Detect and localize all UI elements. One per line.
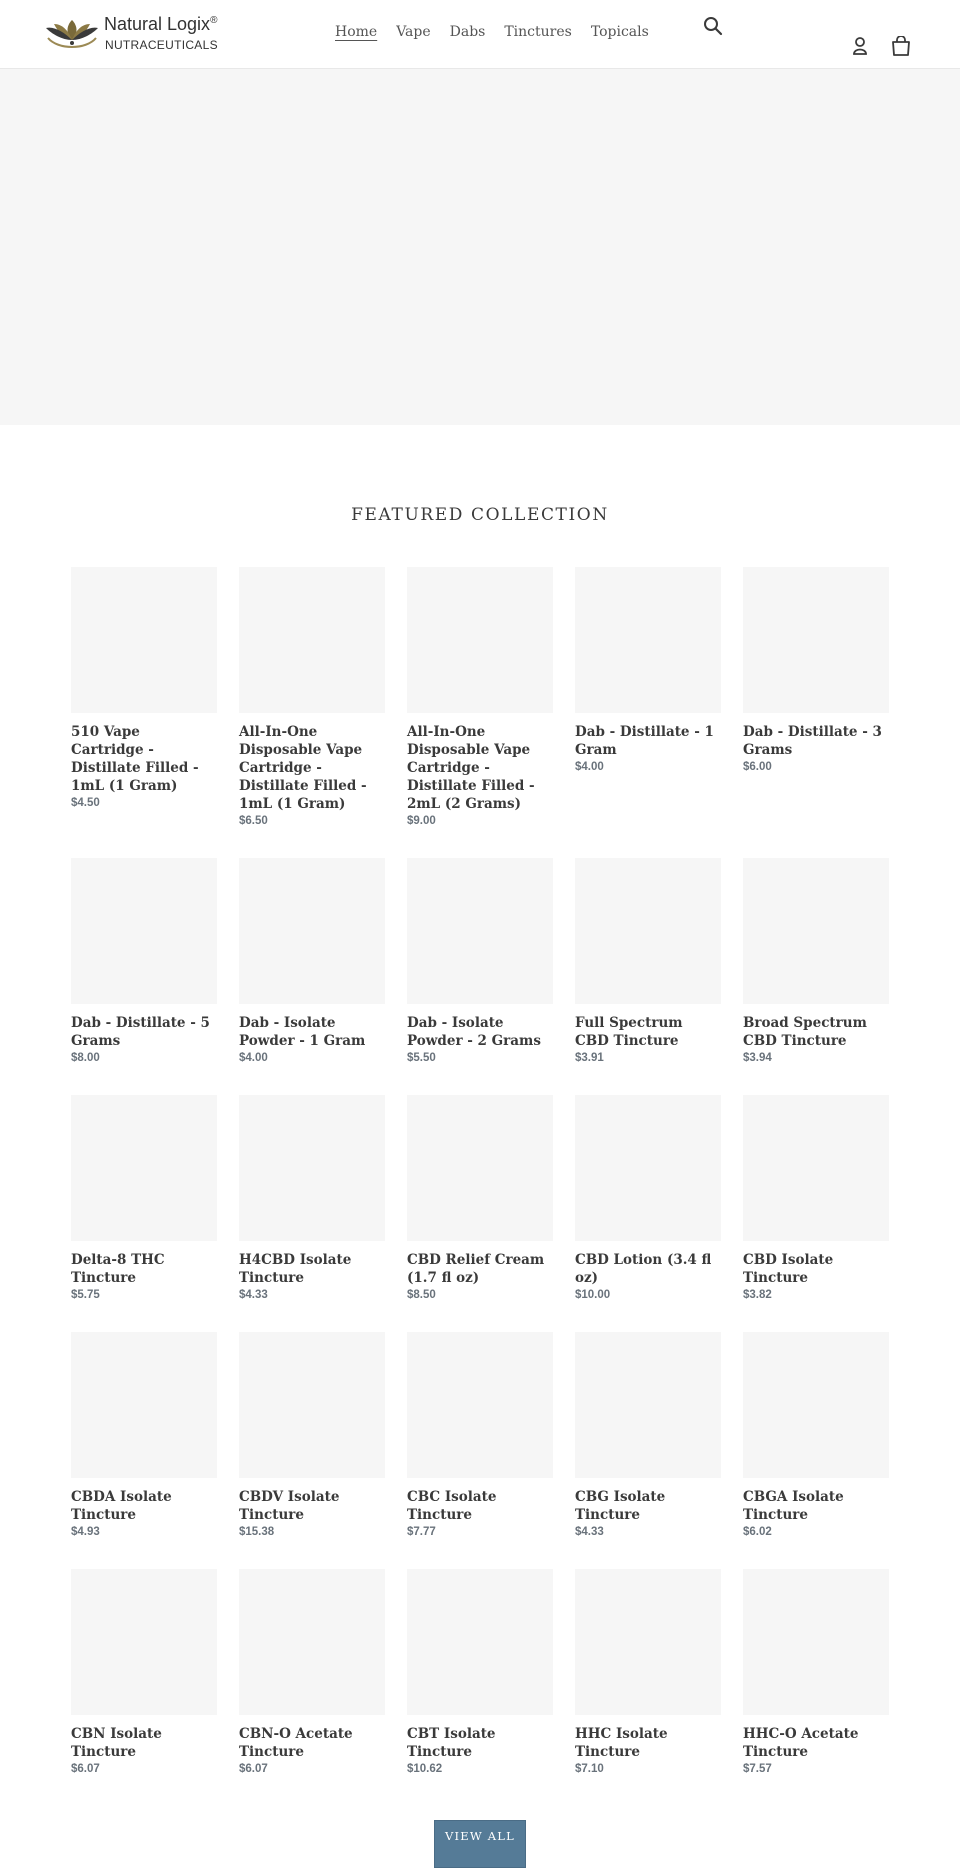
hero-banner [0,69,960,425]
view-all-button[interactable]: VIEW ALL [434,1820,526,1868]
product-card[interactable] [71,858,217,1064]
product-price: $6.02 [743,1526,772,1538]
nav-dabs[interactable]: Dabs [449,24,486,40]
product-title[interactable]: HHC Isolate Tincture [575,1726,668,1760]
product-card[interactable] [71,567,217,809]
product-card[interactable] [575,1569,721,1775]
product-image[interactable] [743,1569,889,1715]
product-image[interactable] [71,1332,217,1478]
site-header [0,0,960,69]
account-icon[interactable] [850,36,870,56]
product-title[interactable]: CBG Isolate Tincture [575,1489,666,1523]
product-title[interactable]: Dab - Isolate Powder - 2 Grams [407,1015,541,1049]
lotus-logo-icon [44,16,100,52]
product-price: $8.00 [71,1052,100,1064]
product-title[interactable]: 510 Vape Cartridge - Distillate Filled - 1mL (1 Gram) [71,724,199,794]
product-image[interactable] [575,858,721,1004]
product-price: $6.07 [239,1763,268,1775]
cart-icon[interactable] [890,36,912,56]
product-card[interactable] [575,1095,721,1301]
product-price: $6.07 [71,1763,100,1775]
product-card[interactable] [407,1569,553,1775]
product-title[interactable]: CBN Isolate Tincture [71,1726,162,1760]
product-price: $15.38 [239,1526,275,1538]
product-price: $7.57 [743,1763,772,1775]
product-price: $5.50 [407,1052,436,1064]
product-title[interactable]: Dab - Distillate - 5 Grams [71,1015,210,1049]
product-card[interactable] [71,1332,217,1538]
product-price: $10.00 [575,1289,611,1301]
product-title[interactable]: CBD Relief Cream (1.7 fl oz) [407,1252,545,1286]
product-image[interactable] [575,1332,721,1478]
product-card[interactable] [239,1095,385,1301]
product-image[interactable] [407,1569,553,1715]
product-title[interactable]: CBDV Isolate Tincture [239,1489,340,1523]
product-card[interactable] [743,1569,889,1775]
product-title[interactable]: Dab - Isolate Powder - 1 Gram [239,1015,366,1049]
product-title[interactable]: CBT Isolate Tincture [407,1726,496,1760]
nav-home[interactable]: Home [335,24,378,40]
product-card[interactable] [743,1095,889,1301]
product-title[interactable]: CBC Isolate Tincture [407,1489,497,1523]
product-card[interactable] [743,1332,889,1538]
product-image[interactable] [407,1095,553,1241]
product-price: $4.00 [575,761,604,773]
product-image[interactable] [71,858,217,1004]
product-image[interactable] [575,567,721,713]
product-title[interactable]: CBD Lotion (3.4 fl oz) [575,1252,712,1286]
product-card[interactable] [575,1332,721,1538]
product-price: $7.10 [575,1763,604,1775]
product-title[interactable]: CBDA Isolate Tincture [71,1489,172,1523]
product-title[interactable]: HHC-O Acetate Tincture [743,1726,859,1760]
product-image[interactable] [407,1332,553,1478]
product-card[interactable] [71,1095,217,1301]
brand-name: Natural Logix® [104,14,218,34]
product-price: $4.93 [71,1526,100,1538]
main-nav [335,24,649,40]
product-price: $8.50 [407,1289,436,1301]
nav-tinctures[interactable]: Tinctures [504,24,572,40]
product-title[interactable]: Full Spectrum CBD Tincture [575,1015,683,1049]
product-price: $4.50 [71,797,100,809]
product-image[interactable] [407,567,553,713]
product-price: $7.77 [407,1526,436,1538]
product-price: $3.91 [575,1052,604,1064]
product-image[interactable] [239,1095,385,1241]
product-card[interactable] [239,1569,385,1775]
search-icon[interactable] [703,16,723,36]
product-price: $4.33 [575,1526,604,1538]
nav-topicals[interactable]: Topicals [590,24,649,40]
product-price: $3.94 [743,1052,772,1064]
product-image[interactable] [239,1332,385,1478]
product-card[interactable] [239,858,385,1064]
product-price: $4.33 [239,1289,268,1301]
product-title[interactable]: Delta-8 THC Tincture [71,1252,165,1286]
product-title[interactable]: Dab - Distillate - 3 Grams [743,724,882,758]
product-image[interactable] [743,858,889,1004]
product-title[interactable]: H4CBD Isolate Tincture [239,1252,352,1286]
product-image[interactable] [71,1569,217,1715]
product-title[interactable]: Broad Spectrum CBD Tincture [743,1015,867,1049]
product-card[interactable] [239,567,385,827]
nav-vape[interactable]: Vape [396,24,431,40]
product-title[interactable]: All-In-One Disposable Vape Cartridge - Distillate Filled - 1mL (1 Gram) [239,724,367,812]
product-image[interactable] [239,1569,385,1715]
product-image[interactable] [71,1095,217,1241]
product-card[interactable] [407,858,553,1064]
product-title[interactable]: CBGA Isolate Tincture [743,1489,844,1523]
product-title[interactable]: Dab - Distillate - 1 Gram [575,724,714,758]
product-card[interactable] [407,1095,553,1301]
product-title[interactable]: CBN-O Acetate Tincture [239,1726,353,1760]
product-card[interactable] [575,858,721,1064]
brand-subtitle: NUTRACEUTICALS [105,38,218,52]
product-image[interactable] [743,1095,889,1241]
product-image[interactable] [239,858,385,1004]
brand-logo[interactable] [44,14,234,54]
product-price: $5.75 [71,1289,100,1301]
product-price: $10.62 [407,1763,443,1775]
product-title[interactable]: All-In-One Disposable Vape Cartridge - Distillate Filled - 2mL (2 Grams) [407,724,535,812]
product-price: $3.82 [743,1289,772,1301]
product-card[interactable] [743,567,889,773]
product-image[interactable] [407,858,553,1004]
product-title[interactable]: CBD Isolate Tincture [743,1252,834,1286]
product-image[interactable] [575,1095,721,1241]
product-image[interactable] [239,567,385,713]
product-card[interactable] [575,567,721,773]
product-price: $6.50 [239,815,268,827]
product-card[interactable] [407,1332,553,1538]
product-card[interactable] [71,1569,217,1775]
product-image[interactable] [71,567,217,713]
product-image[interactable] [743,567,889,713]
product-image[interactable] [575,1569,721,1715]
product-price: $6.00 [743,761,772,773]
section-title: FEATURED COLLECTION [351,505,609,525]
product-image[interactable] [743,1332,889,1478]
product-price: $9.00 [407,815,436,827]
product-card[interactable] [743,858,889,1064]
product-card[interactable] [407,567,553,827]
product-card[interactable] [239,1332,385,1538]
product-price: $4.00 [239,1052,268,1064]
